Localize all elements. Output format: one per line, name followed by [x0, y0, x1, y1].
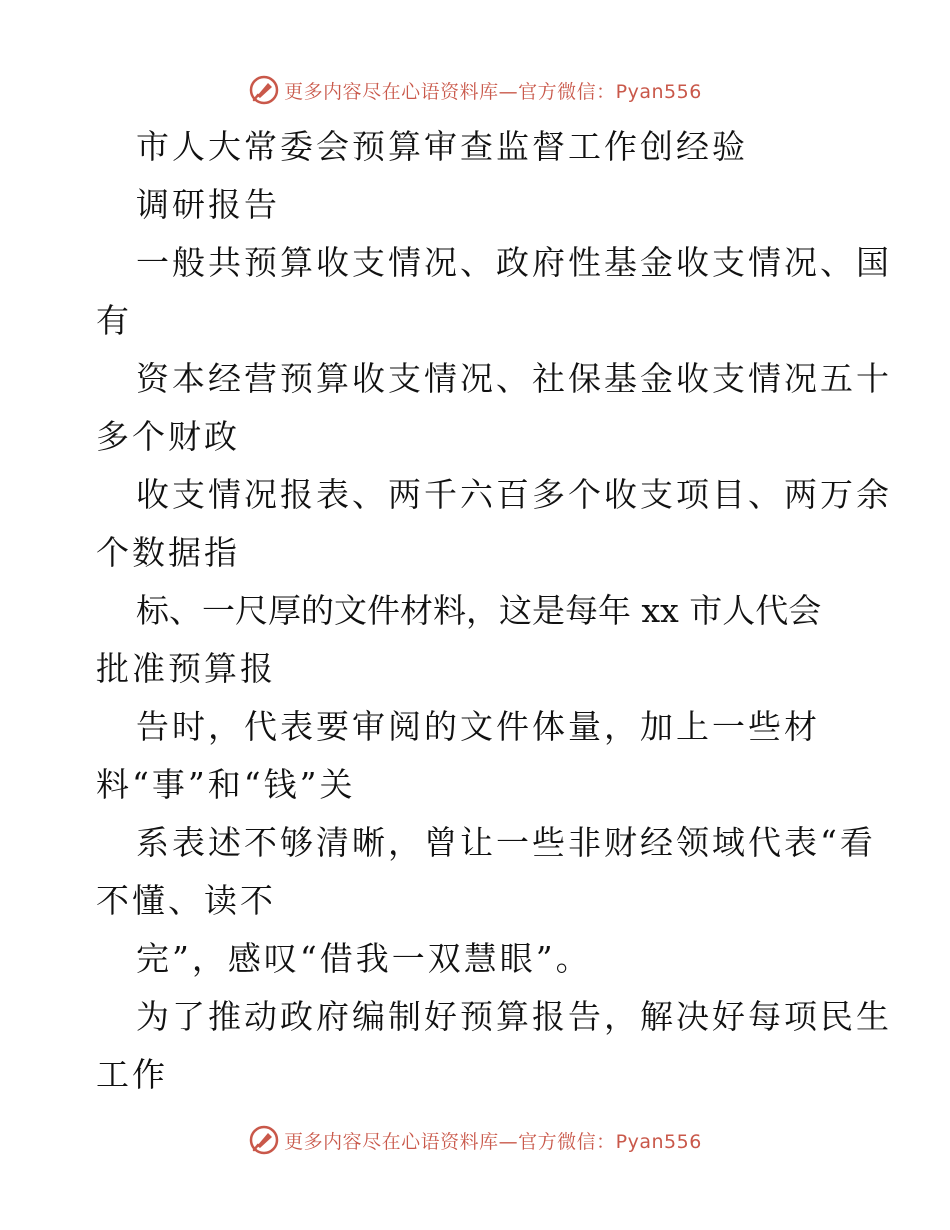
- paragraph-line: 工作: [96, 1055, 168, 1094]
- document-title: 市人大常委会预算审查监督工作创经验: [136, 127, 748, 166]
- header-banner: [0, 70, 950, 110]
- header-banner-text: 更多内容尽在心语资料库—官方微信：Pyan556: [284, 80, 702, 103]
- paragraph-line: 批准预算报: [96, 649, 276, 688]
- paragraph-line: 为了推动政府编制好预算报告，解决好每项民生: [136, 997, 892, 1036]
- paragraph-line: 收支情况报表、两千六百多个收支项目、两万余: [136, 475, 892, 514]
- paragraph-line: 系表述不够清晰，曾让一些非财经领域代表“看: [136, 823, 876, 862]
- pen-nib-logo-icon: [248, 1124, 280, 1156]
- document-body: [96, 118, 892, 1104]
- footer-banner: [0, 1120, 950, 1160]
- paragraph-line: 个数据指: [96, 533, 240, 572]
- paragraph-line: 资本经营预算收支情况、社保基金收支情况五十: [136, 359, 892, 398]
- paragraph-line: 多个财政: [96, 417, 240, 456]
- footer-banner-text: 更多内容尽在心语资料库—官方微信：Pyan556: [284, 1130, 702, 1153]
- paragraph-line: 料“事”和“钱”关: [96, 765, 356, 804]
- pen-nib-logo-icon: [248, 74, 280, 106]
- paragraph-line: 不懂、读不: [96, 881, 276, 920]
- paragraph-line: 标、一尺厚的文件材料，这是每年 xx 市人代会: [136, 591, 822, 630]
- paragraph-line: 告时，代表要审阅的文件体量，加上一些材: [136, 707, 820, 746]
- paragraph-line: 完”，感叹“借我一双慧眼”。: [136, 939, 592, 978]
- paragraph-line: 一般共预算收支情况、政府性基金收支情况、国: [136, 243, 892, 282]
- paragraph-line: 有: [96, 301, 132, 340]
- document-subtitle: 调研报告: [136, 185, 280, 224]
